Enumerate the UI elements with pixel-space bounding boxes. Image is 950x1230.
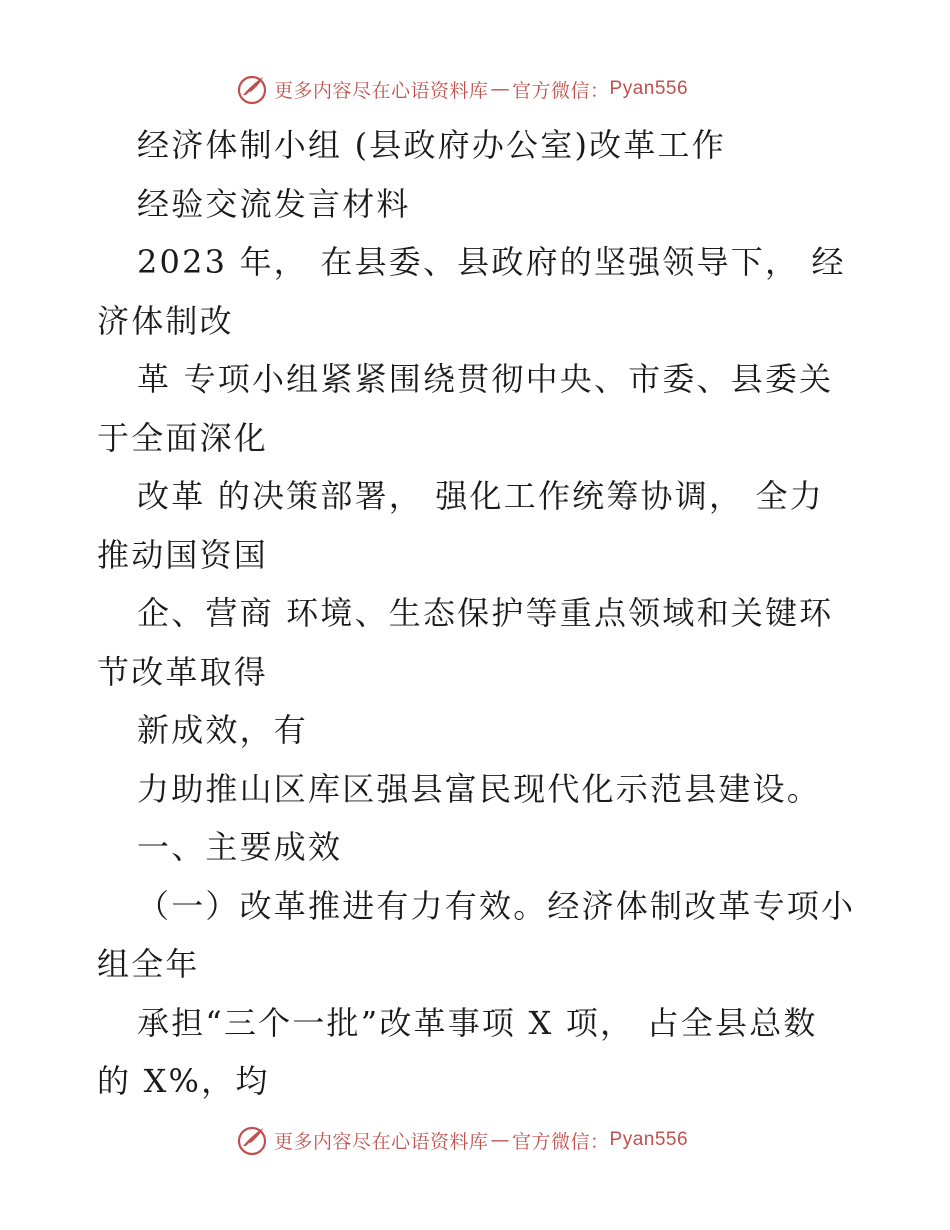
paragraph-line: 改革 的决策部署， 强化工作统筹协调， 全力 [137,477,824,515]
paragraph-line: 节改革取得 [97,652,269,691]
paragraph-line: 推动国资国 [97,535,269,574]
paragraph-line: 力助推山区库区强县富民现代化示范县建设。 [137,769,822,808]
quill-pen-logo-icon [236,1124,268,1156]
watermark-wechat-label: 官方微信： [512,79,610,102]
section-heading: 一、主要成效 [137,828,343,866]
paragraph-line: 企、营商 环境、生态保护等重点领域和关键环 [137,594,834,632]
watermark-dash: — [490,78,511,100]
watermark-text: 更多内容尽在心语资料库 [274,1130,489,1153]
paragraph-line: 革 专项小组紧紧围绕贯彻中央、市委、县委关 [137,360,834,398]
watermark-banner-top [236,72,688,106]
paragraph-line: 济体制改 [97,301,234,340]
subsection-heading: （一）改革推进有力有效。经济体制改革专项小 [137,886,856,925]
doc-title-line-1: 经济体制小组 (县政府办公室)改革工作 [137,126,726,164]
paragraph-line: 的 X%，均 [97,1062,270,1100]
watermark-text: 更多内容尽在心语资料库 [274,79,489,102]
watermark-banner-bottom [236,1123,688,1157]
quill-pen-logo-icon [236,73,268,105]
watermark-dash: — [490,1129,511,1151]
paragraph-line: 组全年 [97,945,200,983]
paragraph-line: 承担“三个一批”改革事项 X 项， 占全县总数 [137,1003,818,1042]
document-body [97,116,857,1111]
watermark-wechat-label: 官方微信： [512,1130,610,1153]
watermark-account: Pyan556 [609,78,689,99]
paragraph-line: 2023 年， 在县委、县政府的坚强领导下， 经 [137,243,846,281]
paragraph-line: 新成效，有 [137,711,309,749]
doc-title-line-2: 经验交流发言材料 [137,184,411,223]
watermark-account: Pyan556 [609,1129,689,1150]
paragraph-line: 于全面深化 [97,418,269,457]
